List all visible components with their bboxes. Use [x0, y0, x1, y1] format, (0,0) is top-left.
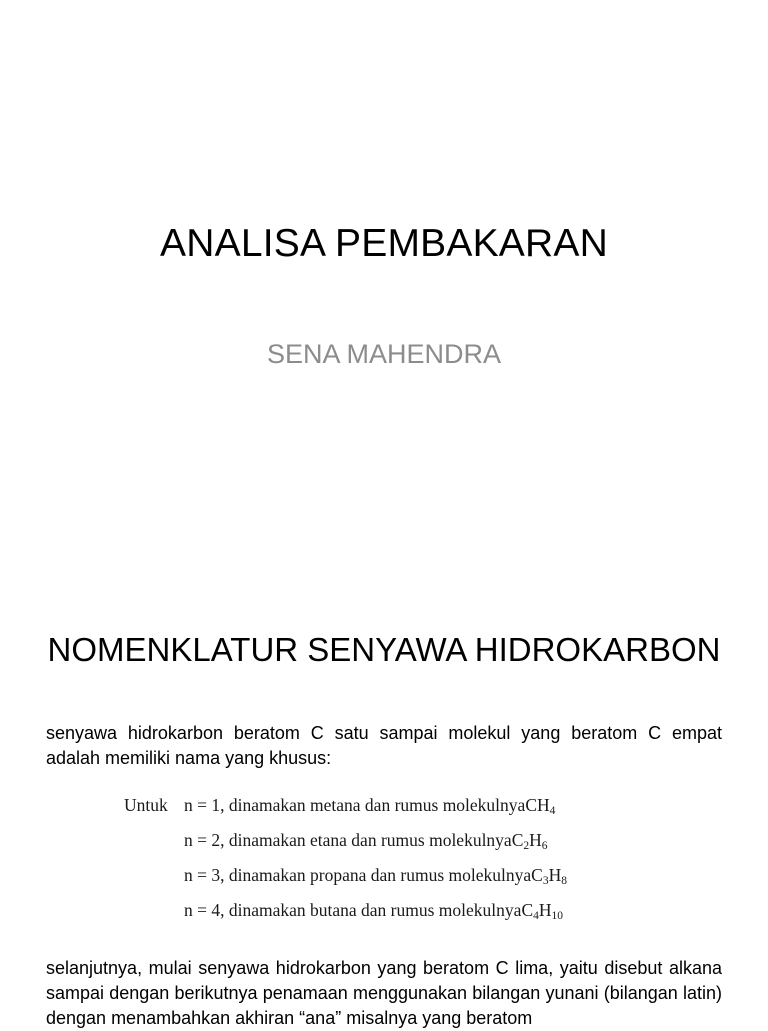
intro-paragraph: senyawa hidrokarbon beratom C satu sampai molekul yang beratom C empat adalah memiliki nama yang khusus: — [46, 723, 722, 768]
formula-row — [124, 895, 664, 930]
formula-row — [124, 860, 664, 895]
molecular-formula: $C_2H_6$ — [511, 830, 548, 852]
slide-subtitle: SENA MAHENDRA — [266, 339, 502, 369]
formula-text: n = 2, dinamakan etana dan rumus molekulnya — [184, 830, 512, 850]
molecular-formula: $C_3H_8$ — [531, 865, 567, 887]
molecular-formula: $C_4H_{10}$ — [521, 900, 564, 922]
formula-row — [124, 790, 664, 825]
molecular-formula: $CH_4$ — [525, 795, 556, 817]
formula-prefix: Untuk — [124, 795, 168, 815]
formula-text: n = 1, dinamakan metana dan rumus molekulnya — [184, 795, 526, 815]
formula-text: n = 3, dinamakan propana dan rumus molekulnya — [184, 865, 532, 885]
formula-row — [124, 825, 664, 860]
slide-title: ANALISA PEMBAKARAN — [160, 222, 608, 265]
continuation-paragraph: selanjutnya, mulai senyawa hidrokarbon yang beratom C lima, yaitu disebut alkana sampai dengan berikutnya penamaan menggunakan bilangan yunani (bilangan latin) dengan menambahkan akhiran “ana” misalnya yang beratom — [46, 958, 722, 1028]
formula-list — [124, 790, 664, 930]
section-title: NOMENKLATUR SENYAWA HIDROKARBON — [47, 631, 721, 668]
formula-text: n = 4, dinamakan butana dan rumus molekulnya — [184, 900, 522, 920]
